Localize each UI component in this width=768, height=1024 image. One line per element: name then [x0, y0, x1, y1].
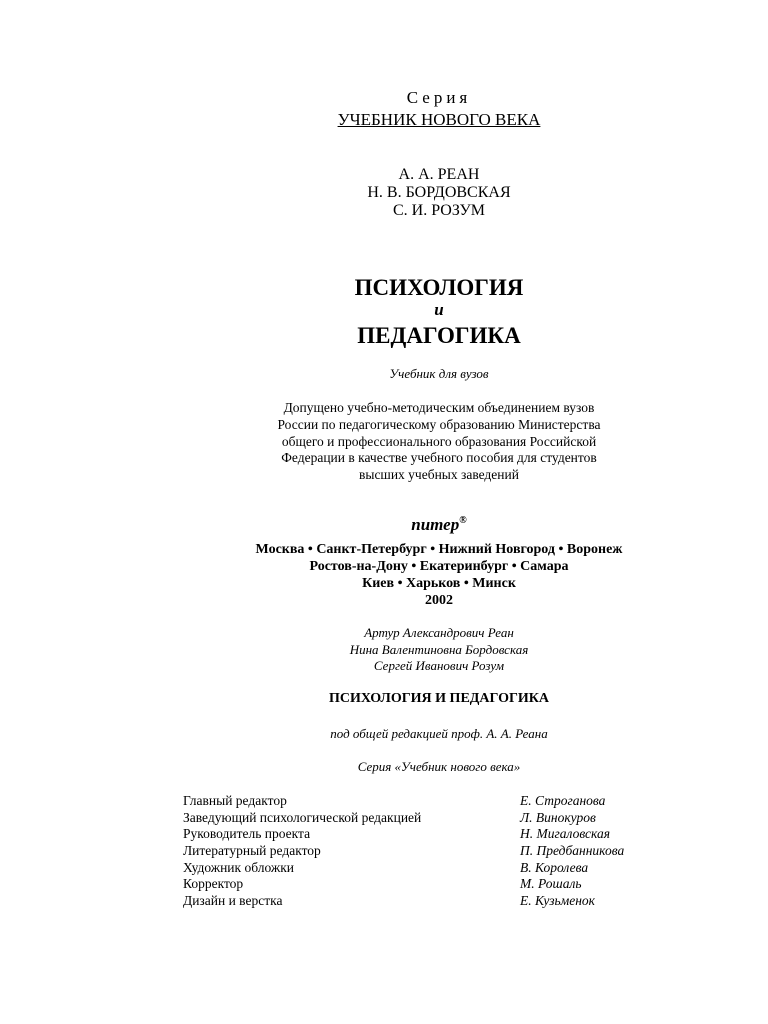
credit-role: Художник обложки	[183, 859, 294, 875]
credit-name: Н. Мигаловская	[520, 826, 610, 842]
credit-name: Л. Винокуров	[520, 809, 596, 825]
book-title-conjunction: и	[434, 300, 444, 319]
book-title-line2: ПЕДАГОГИКА	[357, 323, 521, 348]
credit-row	[183, 810, 663, 827]
credit-name: М. Рошаль	[520, 876, 582, 892]
book-title-line1: ПСИХОЛОГИЯ	[354, 275, 524, 300]
credit-row	[183, 876, 663, 893]
imprint-title: ПСИХОЛОГИЯ И ПЕДАГОГИКА	[328, 691, 550, 706]
approval-statement	[0, 400, 768, 484]
credit-name: Е. Строганова	[520, 793, 606, 808]
author-full-name: Нина Валентиновна Бордовская	[349, 641, 529, 657]
credit-row	[183, 793, 663, 810]
credit-role: Дизайн и верстка	[183, 893, 283, 909]
publisher-name: питер	[411, 515, 460, 534]
credit-row	[183, 826, 663, 843]
series-line: Серия «Учебник нового века»	[357, 759, 521, 774]
credit-row	[183, 860, 663, 877]
cities-line: Ростов-на-Дону • Екатеринбург • Самара	[309, 559, 569, 574]
author-name: А. А. РЕАН	[398, 166, 480, 183]
author-name: Н. В. БОРДОВСКАЯ	[367, 184, 511, 201]
approval-line: Допущено учебно-методическим объединением вузов	[283, 400, 595, 415]
series-name: УЧЕБНИК НОВОГО ВЕКА	[337, 110, 541, 129]
credit-role: Заведующий психологической редакцией	[183, 809, 422, 825]
cities-line: Москва • Санкт-Петербург • Нижний Новгород • Воронеж	[255, 542, 623, 557]
general-editor-line: под общей редакцией проф. А. А. Реана	[330, 726, 548, 741]
credits-list	[183, 793, 663, 910]
author-full-names	[0, 625, 768, 675]
credit-row	[183, 893, 663, 910]
credit-name: В. Королева	[520, 859, 589, 875]
authors-block	[0, 166, 768, 220]
credit-role: Главный редактор	[183, 793, 287, 808]
publisher-cities	[0, 541, 768, 609]
credit-role: Корректор	[183, 876, 244, 892]
cities-line: Киев • Харьков • Минск	[362, 576, 516, 591]
credit-name: П. Предбанникова	[520, 843, 625, 859]
approval-line: высших учебных заведений	[359, 467, 519, 483]
approval-line: Федерации в качестве учебного пособия для студентов	[281, 450, 597, 466]
approval-line: России по педагогическому образованию Министерства	[277, 416, 601, 432]
credit-name: Е. Кузьменок	[520, 893, 595, 909]
registered-mark: ®	[459, 515, 467, 526]
credit-role: Литературный редактор	[183, 843, 321, 859]
publication-year: 2002	[425, 593, 453, 608]
book-subtitle: Учебник для вузов	[389, 366, 489, 381]
credit-row	[183, 843, 663, 860]
author-name: С. И. РОЗУМ	[392, 202, 486, 219]
author-full-name: Артур Александрович Реан	[364, 625, 514, 640]
publisher-logo	[0, 515, 768, 535]
author-full-name: Сергей Иванович Розум	[373, 658, 505, 673]
series-label: Серия	[406, 88, 472, 107]
approval-line: общего и профессионального образования Российской	[281, 433, 597, 449]
credit-role: Руководитель проекта	[183, 826, 311, 842]
